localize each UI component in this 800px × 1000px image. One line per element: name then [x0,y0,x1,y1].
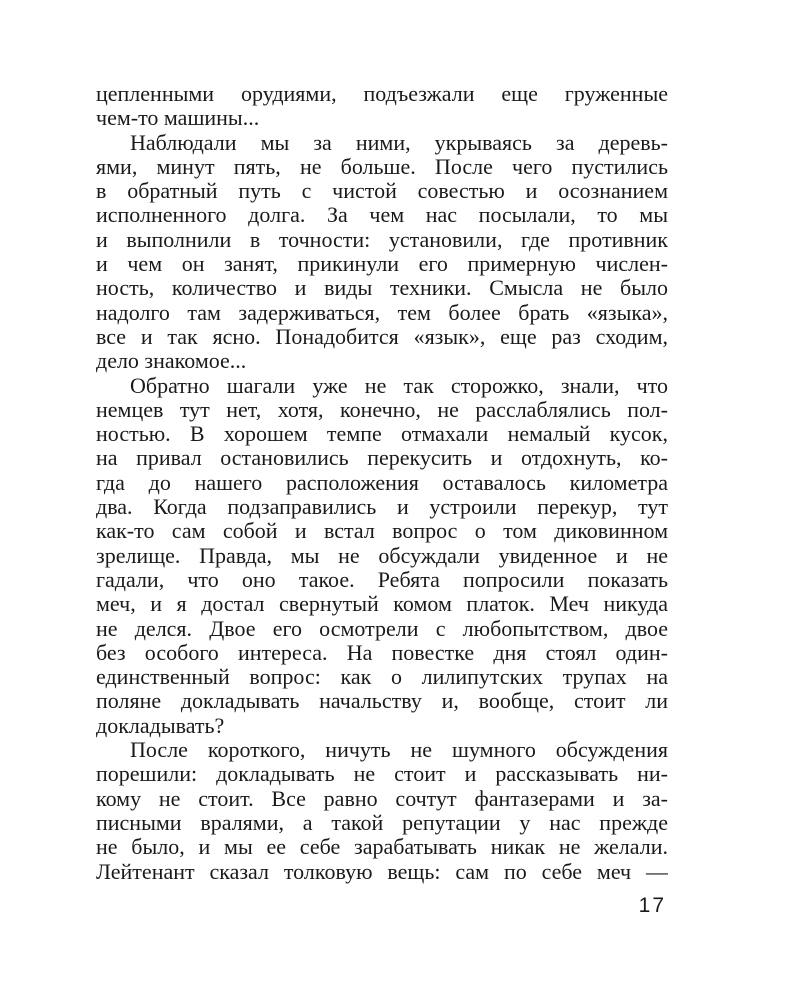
text-line: надолго там задерживаться, тем более брать «языка», [96,300,668,325]
text-line: После короткого, ничуть не шумного обсуждения [130,738,668,763]
text-line: поляне докладывать начальству и, вообще, стоит ли [96,689,668,714]
text-line: гадали, что оно такое. Ребята попросили показать [96,567,668,592]
text-line: докладывать? [96,713,225,738]
text-line: порешили: докладывать не стоит и рассказывать ни- [96,762,668,787]
text-line: Обратно шагали уже не так сторожко, знали, что [130,373,668,398]
text-line: исполненного долга. За чем нас посылали, то мы [96,203,668,228]
text-line: как-то сам собой и встал вопрос о том диковинном [96,519,668,544]
text-line: зрелище. Правда, мы не обсуждали увиденное и не [96,543,668,568]
text-line: чем-то машины... [96,106,260,131]
text-line: два. Когда подзаправились и устроили перекур, тут [96,495,668,520]
text-line: Лейтенант сказал толковую вещь: сам по себе меч — [96,859,668,884]
text-line: не делся. Двое его осмотрели с любопытством, двое [96,616,668,641]
text-line: немцев тут нет, хотя, конечно, не расслаблялись пол- [96,397,668,422]
text-line: ями, минут пять, не больше. После чего пустились [96,154,668,179]
text-line: ность, количество и виды техники. Смысла не было [96,276,668,301]
text-line: кому не стоит. Все равно сочтут фантазерами и за- [96,786,668,811]
text-line: на привал остановились перекусить и отдохнуть, ко- [96,446,668,471]
text-line: все и так ясно. Понадобится «язык», еще раз сходим, [96,324,668,349]
text-line: цепленными орудиями, подъезжали еще груженные [96,82,668,106]
paragraph [96,738,668,884]
text-line: меч, и я достал свернутый комом платок. Меч никуда [96,592,668,617]
paragraph [96,374,668,738]
text-line: без особого интереса. На повестке дня стоял один- [96,640,668,665]
text-line: ностью. В хорошем темпе отмахали немалый кусок, [96,422,668,447]
paragraph [96,131,668,374]
text-line: и чем он занят, прикинули его примерную числен- [96,252,668,277]
page-number: 17 [638,894,666,917]
text-line: единственный вопрос: как о лилипутских трупах на [96,665,668,690]
text-line: гда до нашего расположения оставалось километра [96,470,668,495]
text-line: в обратный путь с чистой совестью и осознанием [96,179,668,204]
paragraph [96,82,668,131]
text-line: не было, и мы ее себе зарабатывать никак не желали. [96,835,668,860]
book-page [96,82,668,884]
text-line: дело знакомое... [96,349,247,374]
text-line: и выполнили в точности: установили, где противник [96,227,668,252]
text-line: Наблюдали мы за ними, укрываясь за деревь- [130,130,668,155]
text-line: писными вралями, а такой репутации у нас прежде [96,810,668,835]
